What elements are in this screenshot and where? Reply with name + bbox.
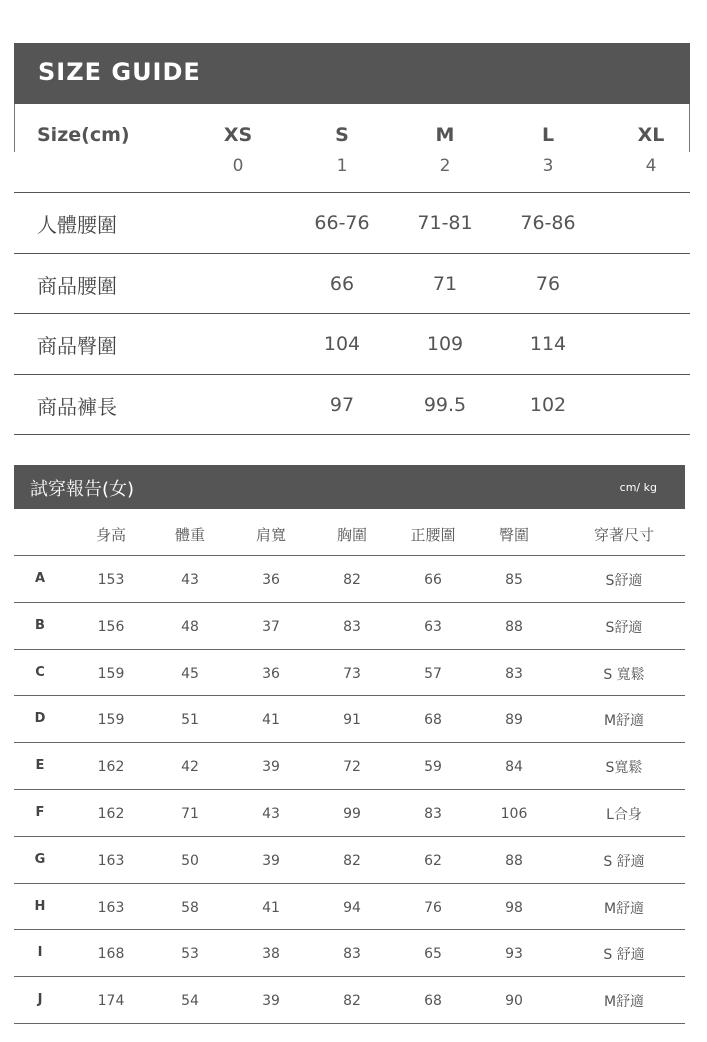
size-name: L <box>541 124 555 146</box>
table-cell: 98 <box>505 899 523 916</box>
fit-size: S舒適 <box>605 619 643 636</box>
row-value: 97 <box>329 393 355 416</box>
row-label: 商品腰圍 <box>37 273 117 298</box>
table-cell: 159 <box>97 712 125 729</box>
table-cell: 43 <box>181 572 199 588</box>
row-value: 76 <box>535 272 561 295</box>
size-name: XS <box>223 124 253 146</box>
table-cell: 50 <box>181 852 199 869</box>
column-header: 臀圍 <box>498 526 529 544</box>
table-cell: 51 <box>181 712 199 729</box>
fit-report-header <box>14 465 685 509</box>
table-cell: 53 <box>181 946 199 963</box>
table-cell: 76 <box>424 899 442 916</box>
table-cell: 93 <box>505 946 523 963</box>
table-cell: 162 <box>97 759 125 776</box>
table-cell: 163 <box>97 899 125 916</box>
row-id: A <box>34 571 46 586</box>
table-cell: 85 <box>505 572 523 588</box>
row-id: F <box>35 805 45 820</box>
table-cell: 37 <box>262 618 280 635</box>
column-header: 正腰圍 <box>410 526 456 544</box>
fit-size: M舒適 <box>603 900 645 917</box>
column-header: 胸圍 <box>336 526 367 544</box>
table-cell: 68 <box>424 712 442 729</box>
row-value: 99.5 <box>423 393 467 416</box>
table-cell: 99 <box>343 806 361 822</box>
divider <box>14 555 685 556</box>
table-cell: 162 <box>97 806 125 822</box>
fit-size: S 舒適 <box>603 853 645 870</box>
table-cell: 59 <box>424 759 442 776</box>
divider <box>14 695 685 696</box>
table-cell: 48 <box>181 618 199 635</box>
table-cell: 39 <box>262 993 280 1010</box>
fit-size: S 舒適 <box>603 947 645 964</box>
table-cell: 82 <box>343 852 361 869</box>
table-cell: 36 <box>262 572 280 588</box>
table-cell: 83 <box>505 665 523 682</box>
row-label: 商品褲長 <box>37 394 117 419</box>
table-cell: 90 <box>505 993 523 1010</box>
row-id: D <box>34 711 46 727</box>
table-cell: 153 <box>97 572 125 588</box>
size-number: 4 <box>645 156 657 176</box>
column-header: 穿著尺寸 <box>593 526 654 544</box>
table-cell: 57 <box>424 665 442 682</box>
table-cell: 159 <box>97 665 125 682</box>
size-column-m <box>405 124 485 176</box>
table-cell: 83 <box>424 806 442 822</box>
divider <box>14 602 685 603</box>
size-column-xl <box>611 124 691 176</box>
size-number: 0 <box>232 156 244 176</box>
table-cell: 43 <box>262 806 280 822</box>
table-cell: 89 <box>505 712 523 729</box>
table-cell: 83 <box>343 946 361 963</box>
table-cell: 94 <box>343 899 361 916</box>
table-cell: 66 <box>424 572 442 588</box>
divider <box>14 976 685 977</box>
size-column-l <box>508 124 588 176</box>
row-value: 114 <box>529 333 567 355</box>
fit-report-title: 試穿報告(女) <box>30 479 135 500</box>
size-label: Size(cm) <box>37 124 130 146</box>
row-id: C <box>35 664 45 680</box>
divider <box>14 836 685 837</box>
size-number: 1 <box>336 156 348 176</box>
divider <box>14 929 685 930</box>
row-value: 76-86 <box>520 212 576 234</box>
table-cell: 163 <box>97 852 125 869</box>
divider <box>14 253 690 254</box>
row-value: 66 <box>329 272 355 295</box>
size-name: S <box>335 124 349 146</box>
table-cell: 73 <box>343 665 361 682</box>
table-cell: 54 <box>181 993 199 1010</box>
row-value: 109 <box>426 333 464 355</box>
row-id: H <box>34 898 46 914</box>
size-number: 3 <box>542 156 554 176</box>
size-guide-title: SIZE GUIDE <box>38 58 201 86</box>
fit-size: M舒適 <box>603 713 645 730</box>
size-column-xs <box>198 124 278 176</box>
row-id: G <box>34 851 46 867</box>
table-cell: 82 <box>343 572 361 588</box>
row-id: B <box>35 617 45 633</box>
row-id: J <box>37 992 43 1008</box>
fit-report-unit: cm/ kg <box>619 481 657 494</box>
size-name: XL <box>637 124 665 146</box>
row-label: 人體腰圍 <box>37 213 117 237</box>
fit-size: S寬鬆 <box>605 760 643 777</box>
table-cell: 106 <box>500 806 528 822</box>
table-cell: 156 <box>97 618 125 635</box>
table-cell: 88 <box>505 618 523 635</box>
fit-size: M舒適 <box>603 994 645 1011</box>
divider <box>14 742 685 743</box>
row-value: 66-76 <box>314 212 370 234</box>
divider <box>14 1023 685 1024</box>
table-cell: 39 <box>262 852 280 869</box>
row-value: 104 <box>323 333 361 355</box>
row-value: 71 <box>432 272 458 295</box>
row-value: 71-81 <box>417 212 473 234</box>
table-cell: 91 <box>343 712 361 729</box>
divider <box>14 789 685 790</box>
size-guide-left-border <box>14 104 15 152</box>
row-label: 商品臀圍 <box>37 334 117 358</box>
divider <box>14 192 690 193</box>
fit-size: S 寬鬆 <box>603 666 645 683</box>
size-column-s <box>302 124 382 176</box>
column-header: 身高 <box>95 526 126 544</box>
table-cell: 58 <box>181 899 199 916</box>
table-cell: 71 <box>181 806 199 822</box>
table-cell: 38 <box>262 946 280 963</box>
table-cell: 65 <box>424 946 442 963</box>
table-cell: 68 <box>424 993 442 1010</box>
table-cell: 82 <box>343 993 361 1010</box>
table-cell: 84 <box>505 759 523 776</box>
divider <box>14 883 685 884</box>
table-cell: 83 <box>343 618 361 635</box>
size-guide-header <box>14 43 690 104</box>
table-cell: 39 <box>262 759 280 776</box>
table-cell: 174 <box>97 993 125 1010</box>
size-number: 2 <box>439 156 451 176</box>
table-cell: 41 <box>262 899 280 916</box>
table-cell: 42 <box>181 759 199 776</box>
table-cell: 63 <box>424 618 442 635</box>
column-header: 體重 <box>174 526 205 544</box>
divider <box>14 374 690 375</box>
table-cell: 36 <box>262 665 280 682</box>
table-cell: 168 <box>97 946 125 963</box>
divider <box>14 434 690 435</box>
table-cell: 45 <box>181 665 199 682</box>
table-cell: 41 <box>262 712 280 729</box>
row-value: 102 <box>529 393 567 416</box>
column-header: 肩寬 <box>255 526 286 544</box>
divider <box>14 649 685 650</box>
fit-size: L合身 <box>606 807 642 823</box>
divider <box>14 313 690 314</box>
fit-size: S舒適 <box>605 573 643 589</box>
row-id: E <box>35 758 45 774</box>
size-name: M <box>435 124 455 146</box>
table-cell: 72 <box>343 759 361 776</box>
row-id: I <box>37 945 43 961</box>
table-cell: 88 <box>505 852 523 869</box>
table-cell: 62 <box>424 852 442 869</box>
